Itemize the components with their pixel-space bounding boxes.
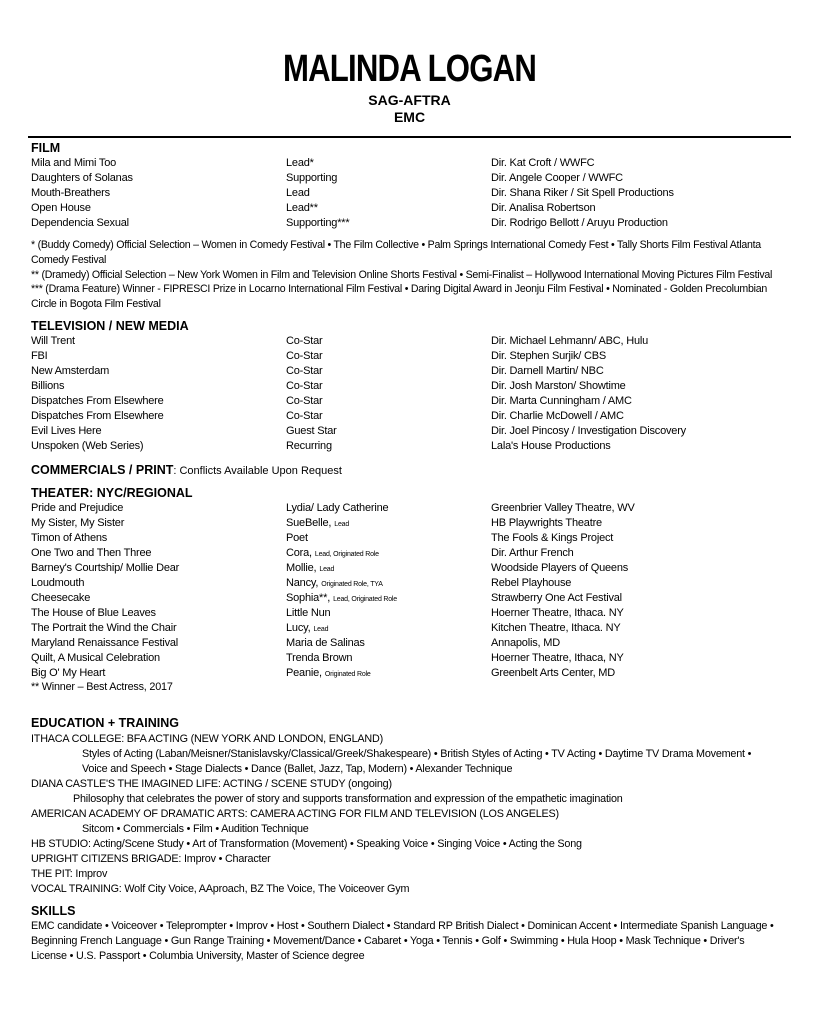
education-line: THE PIT: Improv: [31, 868, 108, 880]
credit-role: Supporting: [286, 172, 338, 184]
credit-role: Co-Star: [286, 410, 323, 422]
credit-title: The House of Blue Leaves: [31, 607, 156, 619]
credit-role: Cora,: [286, 547, 312, 559]
credit-title: Maryland Renaissance Festival: [31, 637, 179, 649]
credit-role-cell: [286, 217, 349, 229]
credit-title: My Sister, My Sister: [31, 517, 125, 529]
credit-role: Co-Star: [286, 365, 323, 377]
education-line: HB STUDIO: Acting/Scene Study • Art of Transformation (Movement) • Speaking Voice • Singing Voice • Acting the Song: [31, 838, 582, 850]
credit-role: Lucy,: [286, 622, 311, 634]
credit-director-venue: Dir. Michael Lehmann/ ABC, Hulu: [491, 335, 649, 347]
education-line: AMERICAN ACADEMY OF DRAMATIC ARTS: CAMERA ACTING FOR FILM AND TELEVISION (LOS ANGELES): [31, 808, 559, 820]
credit-role-cell: [286, 202, 318, 214]
credit-director-venue: Dir. Marta Cunningham / AMC: [491, 395, 632, 407]
credit-title: Evil Lives Here: [31, 425, 102, 437]
credit-title: FBI: [31, 350, 48, 362]
credit-director-venue: Dir. Angele Cooper / WWFC: [491, 172, 623, 184]
credit-role-cell: [286, 652, 352, 664]
theater-award-note: ** Winner – Best Actress, 2017: [31, 681, 173, 693]
section-title-television: TELEVISION / NEW MEDIA: [31, 319, 189, 333]
credit-title: Dependencia Sexual: [31, 217, 129, 229]
credit-title: Daughters of Solanas: [31, 172, 133, 184]
credit-role: Co-Star: [286, 335, 323, 347]
credit-director-venue: Greenbrier Valley Theatre, WV: [491, 502, 635, 514]
credit-title: Mouth-Breathers: [31, 187, 110, 199]
credit-director-venue: Annapolis, MD: [491, 637, 560, 649]
education-line: Voice and Speech • Stage Dialects • Dance (Ballet, Jazz, Tap, Modern) • Alexander Technique: [82, 763, 513, 775]
credit-director-venue: Dir. Darnell Martin/ NBC: [491, 365, 604, 377]
credit-title: Mila and Mimi Too: [31, 157, 117, 169]
education-line: Styles of Acting (Laban/Meisner/Stanislavsky/Classical/Greek/Shakespeare) • British Styles of Acting • TV Acting • Daytime TV Drama Movement •: [82, 748, 752, 760]
credit-director-venue: Dir. Joel Pincosy / Investigation Discovery: [491, 425, 686, 437]
resume-name: MALINDA LOGAN: [282, 48, 537, 90]
credit-role-detail: Originated Role, TYA: [321, 581, 383, 588]
credit-role: SueBelle,: [286, 517, 332, 529]
credit-role-cell: [286, 532, 308, 544]
credit-role: Co-Star: [286, 395, 323, 407]
credit-role: Nancy,: [286, 577, 319, 589]
credit-role-cell: [286, 577, 383, 589]
credit-title: Loudmouth: [31, 577, 85, 589]
credit-director-venue: Lala's House Productions: [491, 440, 611, 452]
credit-role: Co-Star: [286, 350, 323, 362]
credit-role-detail: Lead: [334, 521, 350, 528]
credit-director-venue: Woodside Players of Queens: [491, 562, 629, 574]
skills-line: EMC candidate • Voiceover • Teleprompter • Improv • Host • Southern Dialect • Standard RP British Dialect • Dominican Accent • Intermediate Spanish Language •: [31, 920, 774, 932]
credit-title: Big O' My Heart: [31, 667, 106, 679]
credit-role-cell: [286, 335, 323, 347]
credit-title: Billions: [31, 380, 65, 392]
credit-role: Maria de Salinas: [286, 637, 365, 649]
film-note-3: *** (Drama Feature) Winner - FIPRESCI Prize in Locarno International Film Festival • Daring Digital Award in Jeonju Film Festival • Nominated - Golden Precolumbian Circle in Bogota Film Festival: [31, 283, 767, 310]
credit-role-cell: [286, 637, 365, 649]
credit-title: Pride and Prejudice: [31, 502, 124, 514]
section-title-education: EDUCATION + TRAINING: [31, 716, 180, 730]
credit-role: Sophia**,: [286, 592, 331, 604]
section-title-film: FILM: [31, 141, 61, 155]
credit-role: Poet: [286, 532, 308, 544]
credit-role-cell: [286, 395, 323, 407]
education-line: ITHACA COLLEGE: BFA ACTING (NEW YORK AND LONDON, ENGLAND): [31, 733, 383, 745]
credit-role: Lead**: [286, 202, 318, 214]
credit-director-venue: Dir. Stephen Surjik/ CBS: [491, 350, 607, 362]
credit-role-detail: Lead, Originated Role: [314, 551, 379, 558]
credit-role-cell: [286, 592, 397, 604]
credit-role: Lydia/ Lady Catherine: [286, 502, 389, 514]
credit-role-detail: Lead: [319, 566, 335, 573]
credit-director-venue: Dir. Kat Croft / WWFC: [491, 157, 595, 169]
education-line: Philosophy that celebrates the power of story and supports transformation and expression of the empathetic imagination: [73, 793, 623, 805]
credit-director-venue: Greenbelt Arts Center, MD: [491, 667, 615, 679]
credit-director-venue: Dir. Analisa Robertson: [491, 202, 596, 214]
credit-role-cell: [286, 622, 328, 634]
credit-role-cell: [286, 502, 388, 514]
credit-director-venue: Dir. Rodrigo Bellott / Aruyu Production: [491, 217, 668, 229]
skills-line: License • U.S. Passport • Columbia University, Master of Science degree: [31, 950, 365, 962]
credit-director-venue: Dir. Shana Riker / Sit Spell Productions: [491, 187, 674, 199]
credit-director-venue: The Fools & Kings Project: [491, 532, 614, 544]
education-line: Sitcom • Commercials • Film • Audition Technique: [82, 823, 309, 835]
credit-role: Co-Star: [286, 380, 323, 392]
credit-role-detail: Lead: [313, 626, 329, 633]
credit-role-detail: Lead, Originated Role: [333, 596, 397, 603]
credit-title: Cheesecake: [31, 592, 91, 604]
credit-role-cell: [286, 667, 371, 679]
credit-role: Lead: [286, 187, 310, 199]
credit-director-venue: Rebel Playhouse: [491, 577, 572, 589]
credit-title: New Amsterdam: [31, 365, 110, 377]
credit-title: Dispatches From Elsewhere: [31, 410, 164, 422]
education-line: VOCAL TRAINING: Wolf City Voice, AAproach, BZ The Voice, The Voiceover Gym: [31, 883, 410, 895]
credit-role-cell: [286, 350, 323, 362]
credit-director-venue: Hoerner Theatre, Ithaca, NY: [491, 652, 624, 664]
credit-role: Peanie,: [286, 667, 322, 679]
union-sag-aftra: SAG-AFTRA: [368, 92, 451, 108]
section-commercials: [31, 463, 342, 477]
credit-role: Supporting***: [286, 217, 350, 229]
section-title-skills: SKILLS: [31, 904, 76, 918]
credit-role-cell: [286, 172, 337, 184]
union-emc: EMC: [393, 109, 426, 125]
credit-role-cell: [286, 410, 323, 422]
credit-director-venue: HB Playwrights Theatre: [491, 517, 602, 529]
credit-role-cell: [286, 440, 332, 452]
credit-title: Will Trent: [31, 335, 75, 347]
education-line: DIANA CASTLE'S THE IMAGINED LIFE: ACTING / SCENE STUDY (ongoing): [31, 778, 392, 790]
commercials-note: : Conflicts Available Upon Request: [173, 465, 342, 477]
credit-role: Guest Star: [286, 425, 337, 437]
credit-role-cell: [286, 517, 349, 529]
credit-role-cell: [286, 547, 379, 559]
film-note-2: ** (Dramedy) Official Selection – New York Women in Film and Television Online Shorts Festival • Semi-Finalist – Hollywood International Moving Pictures Film Festival: [31, 269, 773, 281]
credit-role-cell: [286, 425, 337, 437]
education-line: UPRIGHT CITIZENS BRIGADE: Improv • Character: [31, 853, 271, 865]
credit-role-cell: [286, 380, 323, 392]
credit-role-cell: [286, 562, 334, 574]
film-note-1: * (Buddy Comedy) Official Selection – Women in Comedy Festival • The Film Collective • Palm Springs International Comedy Fest • Tally Shorts Film Festival Atlanta Comedy Festival: [31, 239, 761, 266]
credit-title: One Two and Then Three: [31, 547, 152, 559]
section-title-commercials: COMMERCIALS / PRINT: [31, 463, 174, 477]
credit-director-venue: Dir. Charlie McDowell / AMC: [491, 410, 624, 422]
credit-director-venue: Dir. Arthur French: [491, 547, 574, 559]
credit-role: Mollie,: [286, 562, 317, 574]
credit-director-venue: Hoerner Theatre, Ithaca. NY: [491, 607, 624, 619]
section-title-theater: THEATER: NYC/REGIONAL: [31, 486, 193, 500]
credit-title: Timon of Athens: [31, 532, 108, 544]
credit-role-cell: [286, 607, 330, 619]
credit-role-cell: [286, 365, 323, 377]
credit-role-cell: [286, 157, 314, 169]
credit-role: Little Nun: [286, 607, 331, 619]
credit-role: Lead*: [286, 157, 314, 169]
header-divider: [28, 136, 791, 138]
credit-title: Barney's Courtship/ Mollie Dear: [31, 562, 180, 574]
credit-director-venue: Dir. Josh Marston/ Showtime: [491, 380, 626, 392]
credit-title: Open House: [31, 202, 91, 214]
skills-line: Beginning French Language • Gun Range Training • Movement/Dance • Cabaret • Yoga • Tennis • Golf • Swimming • Hula Hoop • Mask Technique • Driver's: [31, 935, 745, 947]
credit-title: Dispatches From Elsewhere: [31, 395, 164, 407]
credit-title: The Portrait the Wind the Chair: [31, 622, 177, 634]
credit-role: Trenda Brown: [286, 652, 353, 664]
credit-role-detail: Originated Role: [324, 671, 371, 678]
credit-title: Quilt, A Musical Celebration: [31, 652, 160, 664]
credit-director-venue: Strawberry One Act Festival: [491, 592, 622, 604]
credit-role-cell: [286, 187, 310, 199]
credit-director-venue: Kitchen Theatre, Ithaca. NY: [491, 622, 621, 634]
credit-title: Unspoken (Web Series): [31, 440, 144, 452]
credit-role: Recurring: [286, 440, 332, 452]
